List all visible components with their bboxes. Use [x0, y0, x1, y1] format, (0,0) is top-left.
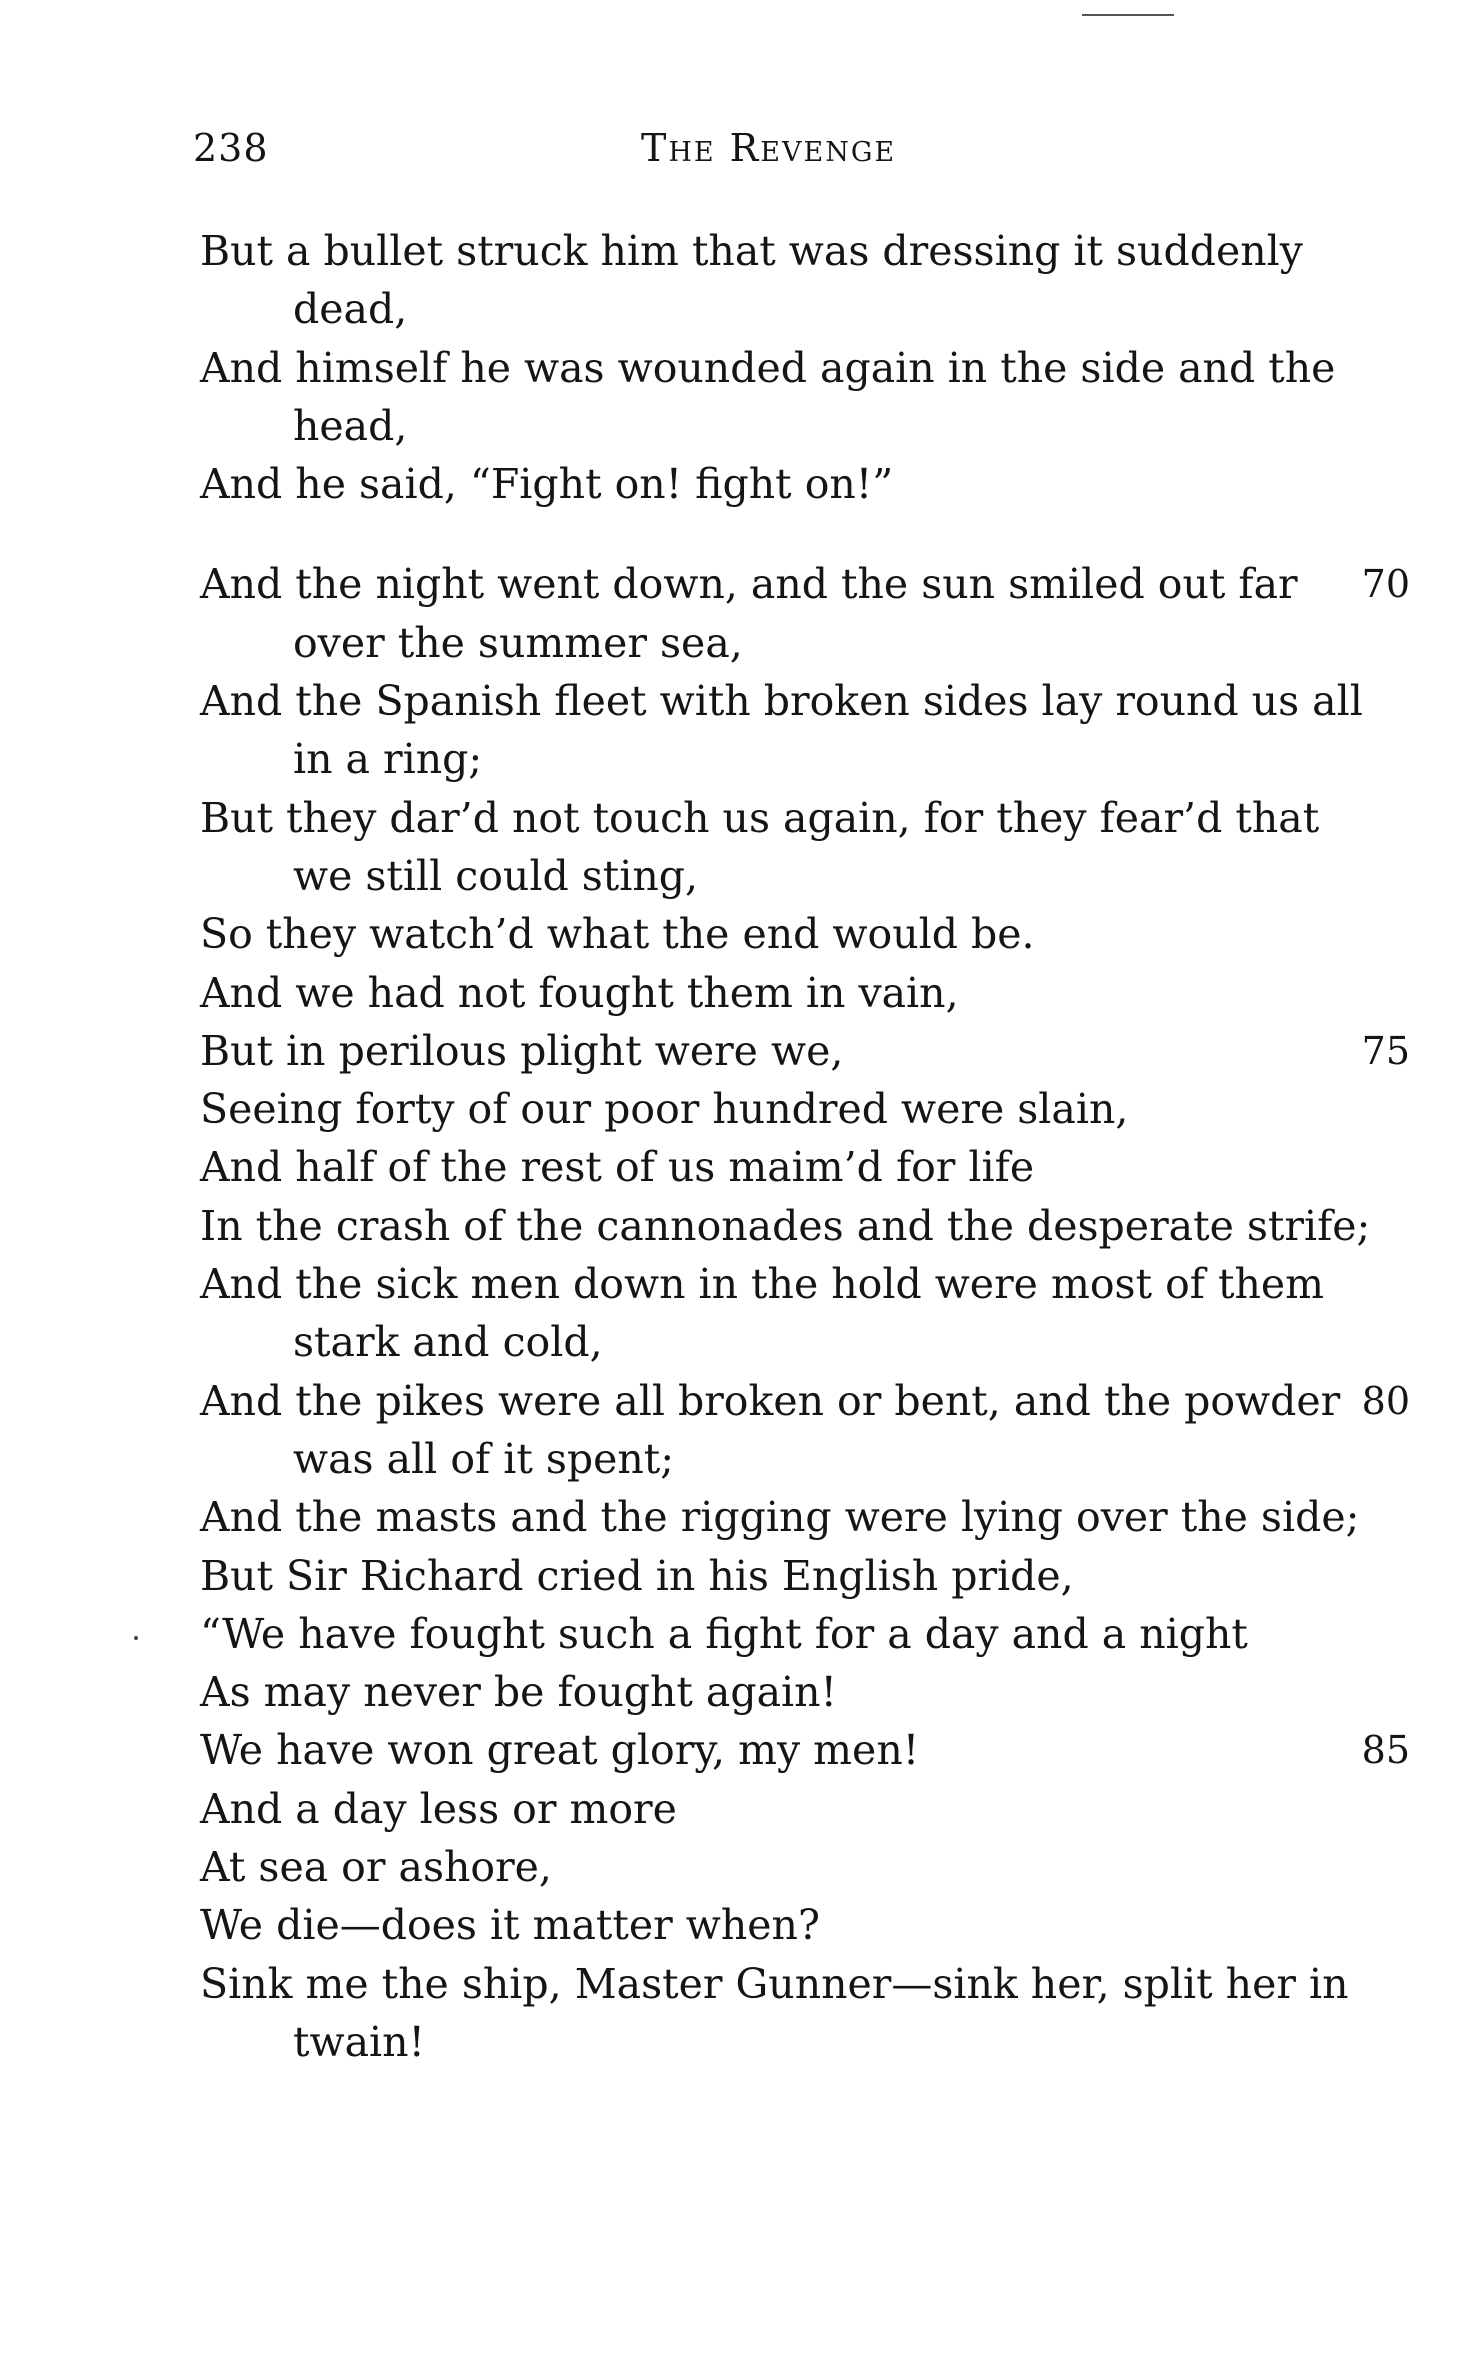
poem-line: And we had not fought them in vain,	[200, 968, 959, 1017]
poem-line: Sink me the ship, Master Gunner—sink her, split her in twain!	[200, 1959, 1349, 2066]
poem-text	[200, 222, 1410, 2071]
running-title: The Revenge	[641, 126, 897, 170]
line-number: 80	[1361, 1378, 1410, 1423]
poem-line: In the crash of the cannonades and the desperate strife;	[200, 1201, 1371, 1250]
page-header	[193, 126, 1433, 176]
poem-line: But a bullet struck him that was dressing it suddenly dead,	[200, 227, 1303, 334]
line-number: 75	[1361, 1028, 1410, 1073]
line-number: 85	[1361, 1728, 1410, 1773]
poem-line: And the masts and the rigging were lying over the side;	[200, 1493, 1360, 1542]
poem-line: And the Spanish fleet with broken sides lay round us all in a ring;	[200, 677, 1363, 784]
poem-line: And the sick men down in the hold were most of them stark and cold,	[200, 1260, 1324, 1367]
line-number: 70	[1361, 562, 1410, 607]
poem-line: At sea or ashore,	[200, 1843, 552, 1892]
poem-line: We have won great glory, my men! 85	[200, 1721, 1410, 1779]
poem-line: We die—does it matter when?	[200, 1901, 820, 1950]
poem-line: As may never be fought again!	[200, 1668, 838, 1717]
poem-line: And a day less or more	[200, 1784, 677, 1833]
poem-line: And the night went down, and the sun smiled out far over the summer sea, 70	[200, 555, 1410, 672]
poem-line: And the pikes were all broken or bent, and the powder was all of it spent; 80	[200, 1372, 1410, 1489]
poem-line: But they dar’d not touch us again, for they fear’d that we still could sting,	[200, 793, 1320, 900]
poem-line: But Sir Richard cried in his English pride,	[200, 1551, 1074, 1600]
poem-line: So they watch’d what the end would be.	[200, 910, 1035, 959]
poem-line: Seeing forty of our poor hundred were slain,	[200, 1085, 1129, 1134]
poem-line: “We have fought such a fight for a day and a night	[200, 1609, 1248, 1658]
top-rule	[1082, 14, 1174, 16]
poem-line: But in perilous plight were we, 75	[200, 1022, 1410, 1080]
poem-line: And himself he was wounded again in the side and the head,	[200, 343, 1336, 450]
poem-line: And he said, “Fight on! fight on!”	[200, 460, 894, 509]
ink-speck	[134, 1636, 138, 1640]
page-number: 238	[193, 126, 269, 170]
poem-line: And half of the rest of us maim’d for life	[200, 1143, 1035, 1192]
